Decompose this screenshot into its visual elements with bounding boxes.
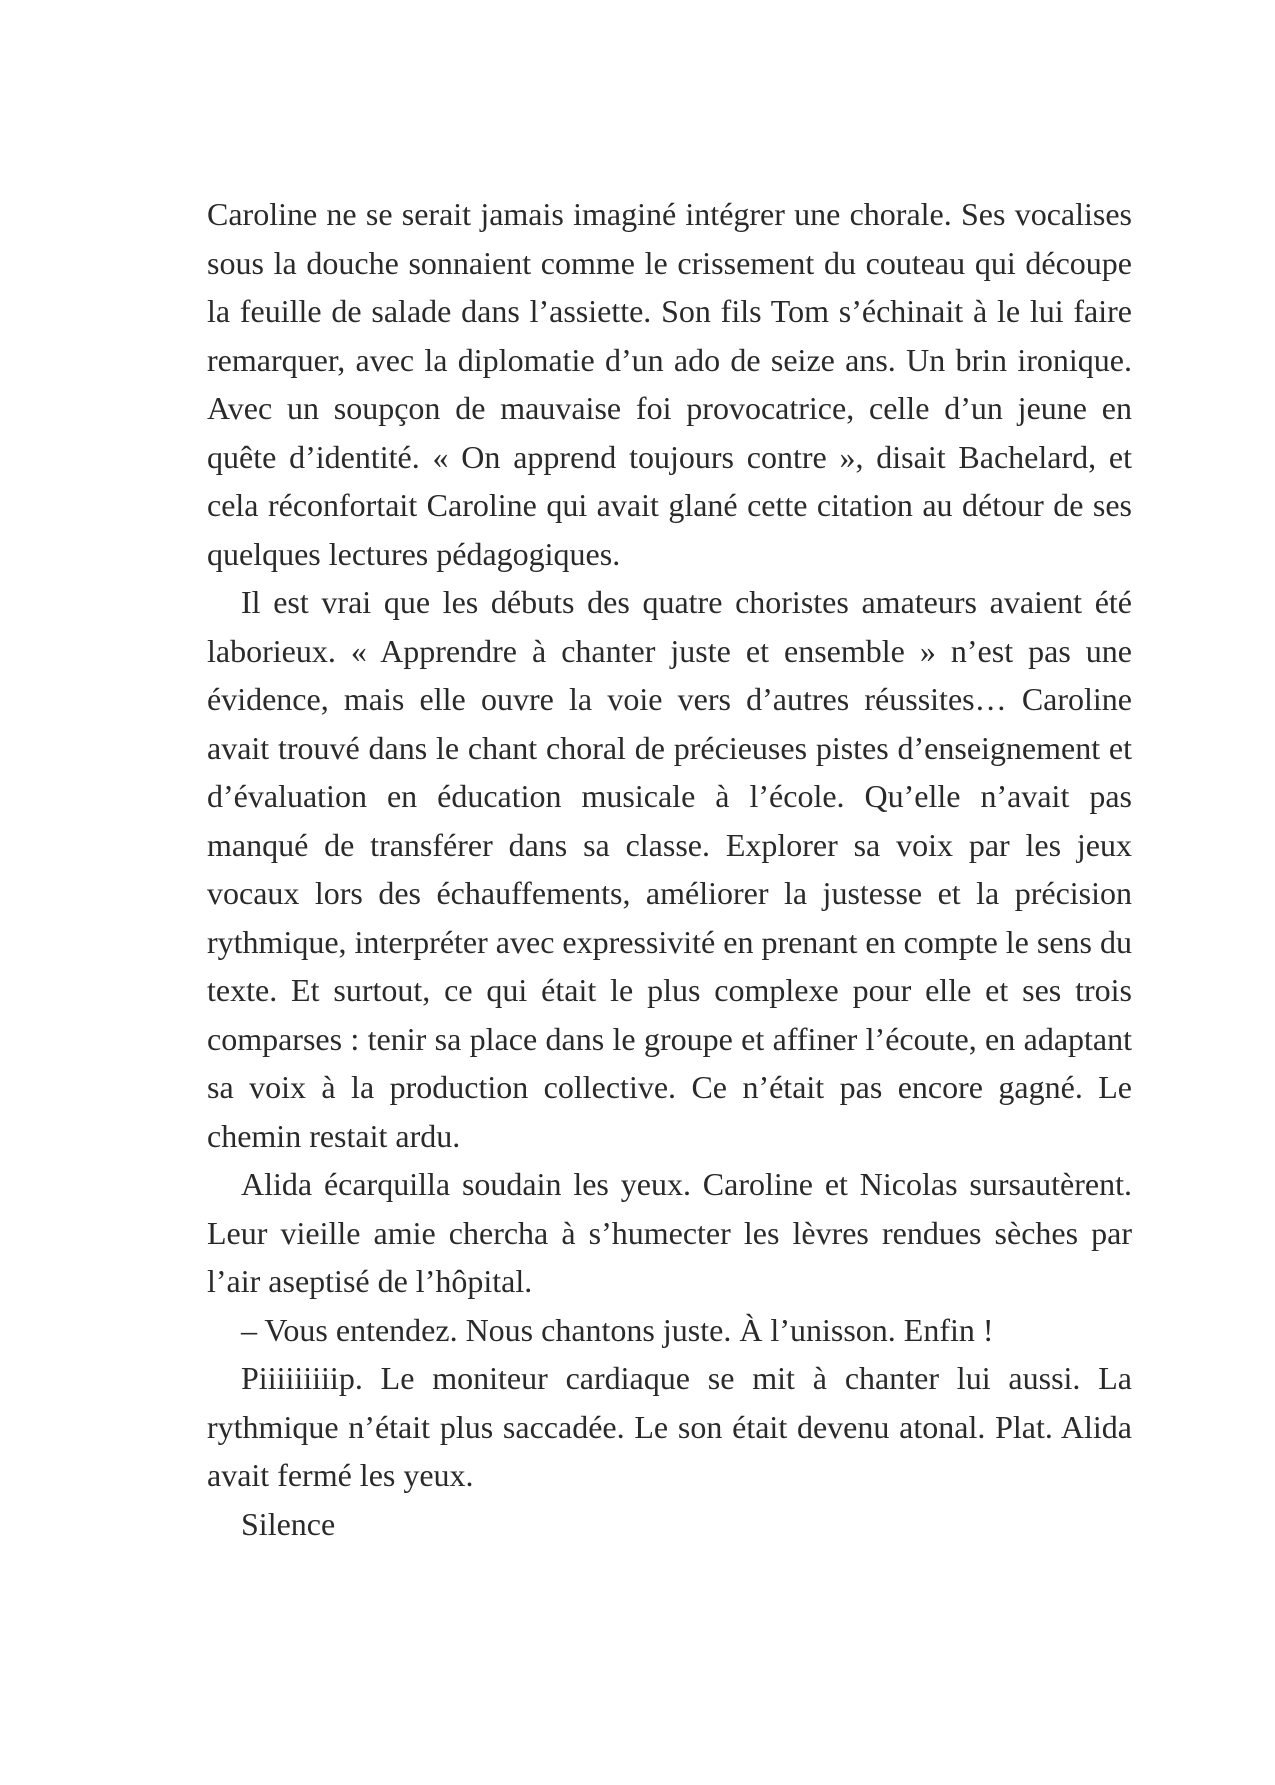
body-text — [207, 190, 1132, 1548]
paragraph-2: Il est vrai que les débuts des quatre choristes amateurs avaient été laborieux. « Apprendre à chanter juste et ensemble » n’est pas une évidence, mais elle ouvre la voie vers d’autres réussites… Caroline avait trouvé dans le chant choral de précieuses pistes d’enseignement et d’évaluation en éducation musicale à l’école. Qu’elle n’avait pas manqué de transférer dans sa classe. Explorer sa voix par les jeux vocaux lors des échauffements, améliorer la justesse et la précision rythmique, interpréter avec expressivité en prenant en compte le sens du texte. Et surtout, ce qui était le plus complexe pour elle et ses trois comparses : tenir sa place dans le groupe et affiner l’écoute, en adaptant sa voix à la production collective. Ce n’était pas encore gagné. Le chemin restait ardu. — [207, 584, 1132, 1154]
dialogue-line: – Vous entendez. Nous chantons juste. À l’unisson. Enfin ! — [241, 1311, 994, 1348]
closing-word: Silence — [241, 1505, 336, 1542]
paragraph-3: Alida écarquilla soudain les yeux. Caroline et Nicolas sursautèrent. Leur vieille amie chercha à s’humecter les lèvres rendues sèches par l’air aseptisé de l’hôpital. — [207, 1166, 1132, 1299]
paragraph-1: Caroline ne se serait jamais imaginé intégrer une chorale. Ses vocalises sous la douche sonnaient comme le crissement du couteau qui découpe la feuille de salade dans l’assiette. Son fils Tom s’échinait à le lui faire remarquer, avec la diplomatie d’un ado de seize ans. Un brin ironique. Avec un soupçon de mauvaise foi provocatrice, celle d’un jeune en quête d’identité. « On apprend toujours contre », disait Bachelard, et cela réconfortait Caroline qui avait glané cette citation au détour de ses quelques lectures pédagogiques. — [207, 196, 1132, 572]
paragraph-5: Piiiiiiiiip. Le moniteur cardiaque se mit à chanter lui aussi. La rythmique n’était plus saccadée. Le son était devenu atonal. Plat. Alida avait fermé les yeux. — [207, 1360, 1132, 1493]
